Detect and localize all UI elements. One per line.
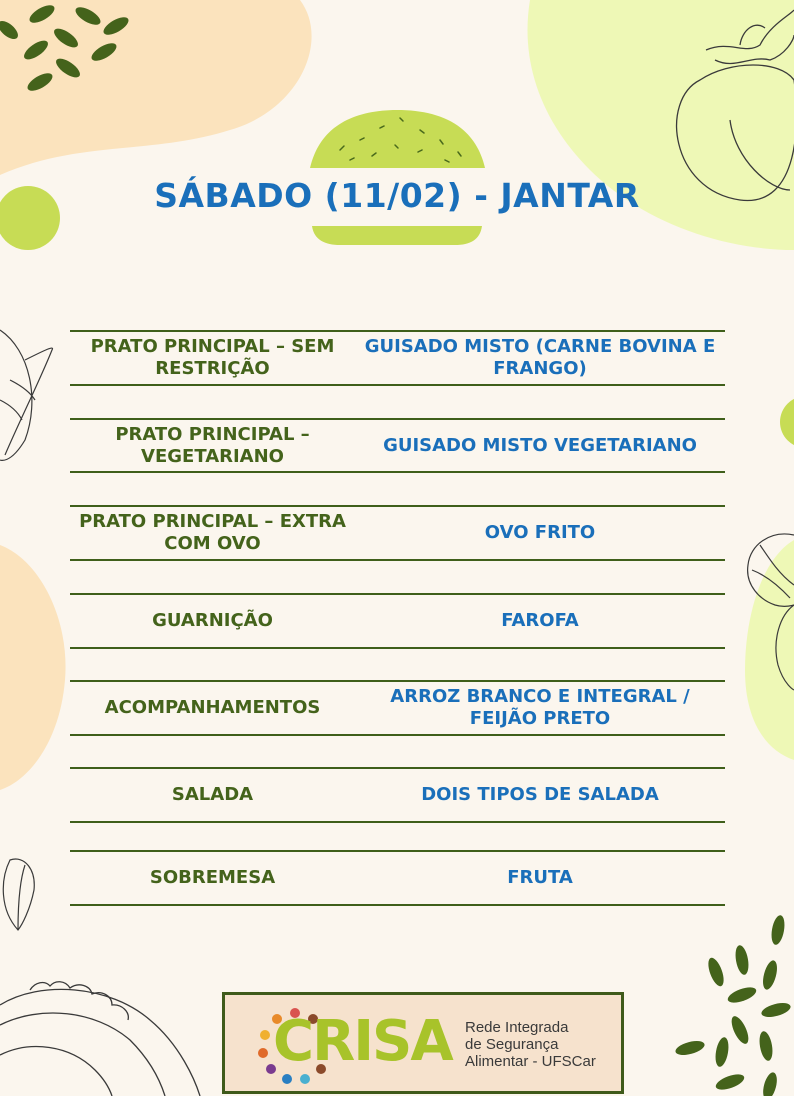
network-line-3: Alimentar - UFSCar — [465, 1053, 596, 1070]
network-line-2: de Segurança — [465, 1036, 559, 1053]
peach-blob-left — [0, 545, 66, 790]
menu-row — [70, 330, 725, 386]
menu-row — [70, 505, 725, 561]
menu-row — [70, 418, 725, 473]
bun-bottom-shape — [312, 226, 482, 245]
green-circle-right — [780, 396, 794, 448]
menu-row-label: PRATO PRINCIPAL – SEM RESTRIÇÃO — [90, 336, 335, 379]
leaf-dashes-bottom-right — [674, 914, 792, 1096]
menu-row — [70, 767, 725, 823]
crisa-logo — [222, 992, 624, 1094]
menu-row-value: DOIS TIPOS DE SALADA — [421, 784, 659, 805]
menu-row-value: FRUTA — [507, 867, 573, 888]
menu-row-value: FAROFA — [501, 610, 579, 631]
network-name — [465, 1019, 596, 1070]
menu-row-value: ARROZ BRANCO E INTEGRAL / FEIJÃO PRETO — [390, 686, 690, 729]
menu-row — [70, 593, 725, 649]
menu-row-value: OVO FRITO — [484, 522, 596, 543]
menu-row-label: SALADA — [171, 784, 254, 805]
menu-row-label: GUARNIÇÃO — [152, 610, 273, 631]
menu-row-label: PRATO PRINCIPAL – VEGETARIANO — [115, 423, 310, 467]
leaf-line-art-left — [0, 330, 53, 460]
taco-line-art — [0, 982, 200, 1096]
small-leaf-line-art — [3, 859, 34, 930]
lime-blob-right — [745, 540, 794, 760]
menu-row-value: GUISADO MISTO VEGETARIANO — [383, 434, 697, 456]
menu-row-label: ACOMPANHAMENTOS — [104, 697, 321, 718]
peach-blob-top — [0, 0, 312, 175]
page-title: SÁBADO (11/02) - JANTAR — [154, 176, 640, 215]
bun-top-shape — [310, 110, 485, 168]
crisa-wordmark: CRISA — [273, 1009, 452, 1074]
menu-row — [70, 850, 725, 906]
menu-row-label: SOBREMESA — [149, 867, 276, 888]
menu-row-label: PRATO PRINCIPAL – EXTRA COM OVO — [79, 511, 346, 554]
menu-row — [70, 680, 725, 736]
menu-row-value: GUISADO MISTO (CARNE BOVINA E FRANGO) — [364, 336, 716, 379]
network-line-1: Rede Integrada — [465, 1019, 569, 1036]
